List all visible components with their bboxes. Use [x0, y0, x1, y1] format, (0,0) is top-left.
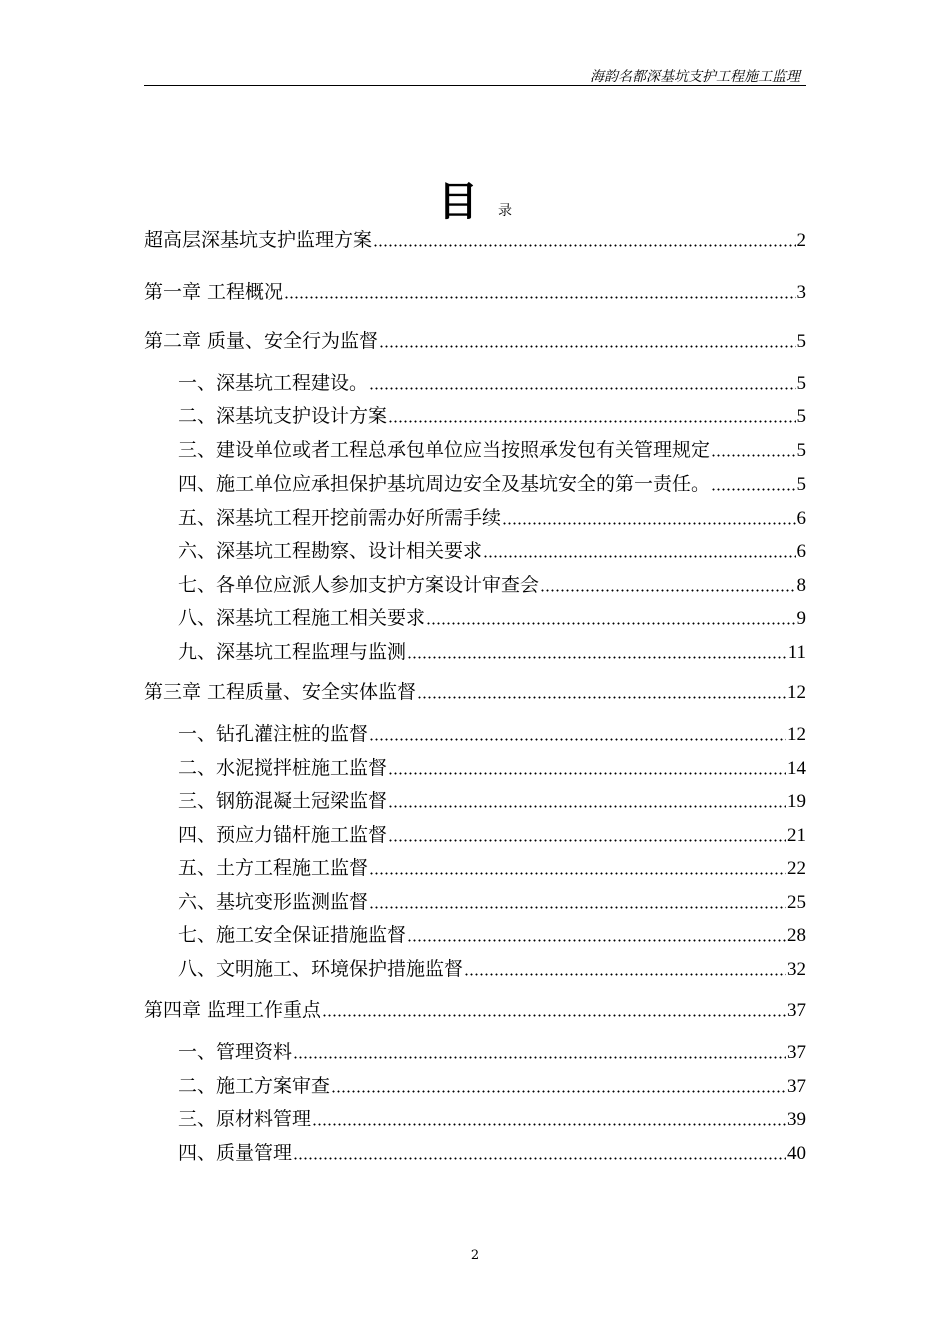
toc-entry-title: 三、原材料管理: [178, 1108, 312, 1130]
running-header: 海韵名都深基坑支护工程施工监理: [590, 69, 800, 85]
toc-entry-title: 四、预应力锚杆施工监督: [178, 824, 388, 846]
toc-entry-title: 第一章 工程概况: [144, 281, 284, 303]
toc-leader-dots: [373, 244, 795, 247]
toc-entry-page: 6: [796, 508, 806, 529]
toc-entry[interactable]: [178, 471, 806, 498]
toc-entry-title: 八、文明施工、环境保护措施监督: [178, 958, 464, 980]
toc-entry-title: 四、施工单位应承担保护基坑周边安全及基坑安全的第一责任。: [178, 473, 711, 495]
toc-entry-title: 九、深基坑工程监理与监测: [178, 641, 407, 663]
toc-entry-title: 五、土方工程施工监督: [178, 857, 369, 879]
toc-entry[interactable]: [178, 788, 806, 815]
toc-entry[interactable]: [178, 956, 806, 983]
toc-entry[interactable]: [178, 437, 806, 464]
toc-entry-title: 二、水泥搅拌桩施工监督: [178, 757, 388, 779]
toc-entry-page: 12: [787, 724, 806, 745]
toc-entry-page: 32: [787, 959, 806, 980]
toc-leader-dots: [293, 1056, 786, 1059]
toc-entry[interactable]: [178, 755, 806, 782]
toc-entry-page: 11: [787, 642, 806, 663]
toc-leader-dots: [322, 1014, 786, 1017]
toc-entry-title: 一、深基坑工程建设。: [178, 372, 369, 394]
toc-leader-dots: [407, 939, 786, 942]
toc-leader-dots: [369, 872, 786, 875]
toc-leader-dots: [312, 1123, 786, 1126]
toc-entry[interactable]: [178, 605, 806, 632]
toc-entry-page: 37: [787, 1076, 806, 1097]
toc-entry-page: 2: [796, 230, 806, 251]
toc-entry[interactable]: [178, 1106, 806, 1133]
toc-entry-page: 25: [787, 892, 806, 913]
toc-leader-dots: [388, 805, 786, 808]
toc-leader-dots: [502, 522, 795, 525]
toc-entry-title: 超高层深基坑支护监理方案: [144, 229, 373, 251]
toc-entry-title: 五、深基坑工程开挖前需办好所需手续: [178, 507, 502, 529]
toc-entry-page: 8: [796, 575, 806, 596]
toc-entry[interactable]: [178, 538, 806, 565]
toc-entry-page: 37: [787, 1042, 806, 1063]
toc-entry-page: 14: [787, 758, 806, 779]
toc-entry-title: 四、质量管理: [178, 1142, 293, 1164]
toc-entry[interactable]: [178, 889, 806, 916]
toc-entry[interactable]: [178, 1140, 806, 1167]
toc-entry[interactable]: [178, 721, 806, 748]
toc-leader-dots: [407, 656, 787, 659]
toc-entry-page: 3: [796, 282, 806, 303]
toc-title-sub: 录: [498, 203, 512, 219]
toc-leader-dots: [284, 296, 795, 299]
toc-entry-page: 9: [796, 608, 806, 629]
toc-entry[interactable]: [178, 1039, 806, 1066]
toc-entry-title: 六、深基坑工程勘察、设计相关要求: [178, 540, 483, 562]
toc-entry[interactable]: [144, 328, 806, 355]
header-rule: [144, 85, 806, 86]
toc-entry-title: 二、施工方案审查: [178, 1075, 331, 1097]
toc-leader-dots: [540, 589, 795, 592]
toc-entry-page: 5: [796, 406, 806, 427]
toc-leader-dots: [388, 839, 786, 842]
toc-entry-page: 39: [787, 1109, 806, 1130]
toc-leader-dots: [417, 696, 786, 699]
toc-leader-dots: [464, 973, 786, 976]
toc-entry[interactable]: [178, 822, 806, 849]
toc-leader-dots: [388, 772, 786, 775]
toc-title: [0, 170, 950, 227]
toc-entry-title: 第三章 工程质量、安全实体监督: [144, 681, 417, 703]
toc-leader-dots: [388, 420, 795, 423]
toc-entry[interactable]: [178, 1073, 806, 1100]
toc-entry-title: 八、深基坑工程施工相关要求: [178, 607, 426, 629]
toc-entry-page: 19: [787, 791, 806, 812]
toc-entry-title: 七、各单位应派人参加支护方案设计审查会: [178, 574, 540, 596]
toc-entry-page: 21: [787, 825, 806, 846]
toc-leader-dots: [483, 555, 795, 558]
toc-leader-dots: [711, 488, 795, 491]
page-number: 2: [470, 1248, 480, 1263]
toc-title-main: 目: [438, 179, 478, 225]
toc-entry-title: 一、管理资料: [178, 1041, 293, 1063]
toc-entry[interactable]: [178, 505, 806, 532]
toc-entry[interactable]: [144, 279, 806, 306]
toc-entry-page: 5: [796, 373, 806, 394]
toc-entry[interactable]: [144, 679, 806, 706]
toc-leader-dots: [331, 1090, 786, 1093]
toc-entry-page: 40: [787, 1143, 806, 1164]
toc-entry-page: 22: [787, 858, 806, 879]
toc-entry[interactable]: [178, 855, 806, 882]
toc-entry-page: 5: [796, 331, 806, 352]
toc-entry-page: 5: [796, 474, 806, 495]
toc-leader-dots: [369, 387, 795, 390]
toc-entry-title: 第四章 监理工作重点: [144, 999, 322, 1021]
toc-entry-title: 一、钻孔灌注桩的监督: [178, 723, 369, 745]
toc-entry-title: 二、深基坑支护设计方案: [178, 405, 388, 427]
toc-leader-dots: [711, 454, 795, 457]
toc-entry[interactable]: [178, 370, 806, 397]
toc-leader-dots: [379, 345, 795, 348]
toc-leader-dots: [369, 906, 786, 909]
toc-entry-title: 七、施工安全保证措施监督: [178, 924, 407, 946]
toc-entry[interactable]: [144, 227, 806, 254]
toc-entry-page: 6: [796, 541, 806, 562]
toc-entry-title: 六、基坑变形监测监督: [178, 891, 369, 913]
toc-entry-title: 三、建设单位或者工程总承包单位应当按照承发包有关管理规定: [178, 439, 711, 461]
toc-entry-title: 三、钢筋混凝土冠梁监督: [178, 790, 388, 812]
toc-entry-page: 12: [787, 682, 806, 703]
toc-entry[interactable]: [178, 572, 806, 599]
toc-entry-page: 28: [787, 925, 806, 946]
toc-entry[interactable]: [178, 922, 806, 949]
toc-leader-dots: [426, 622, 795, 625]
toc-entry-page: 5: [796, 440, 806, 461]
toc-entry[interactable]: [144, 997, 806, 1024]
toc-leader-dots: [369, 738, 786, 741]
toc-entry-page: 37: [787, 1000, 806, 1021]
toc-leader-dots: [293, 1157, 786, 1160]
toc-entry[interactable]: [178, 403, 806, 430]
toc-entry-title: 第二章 质量、安全行为监督: [144, 330, 379, 352]
toc-entry[interactable]: [178, 639, 806, 666]
